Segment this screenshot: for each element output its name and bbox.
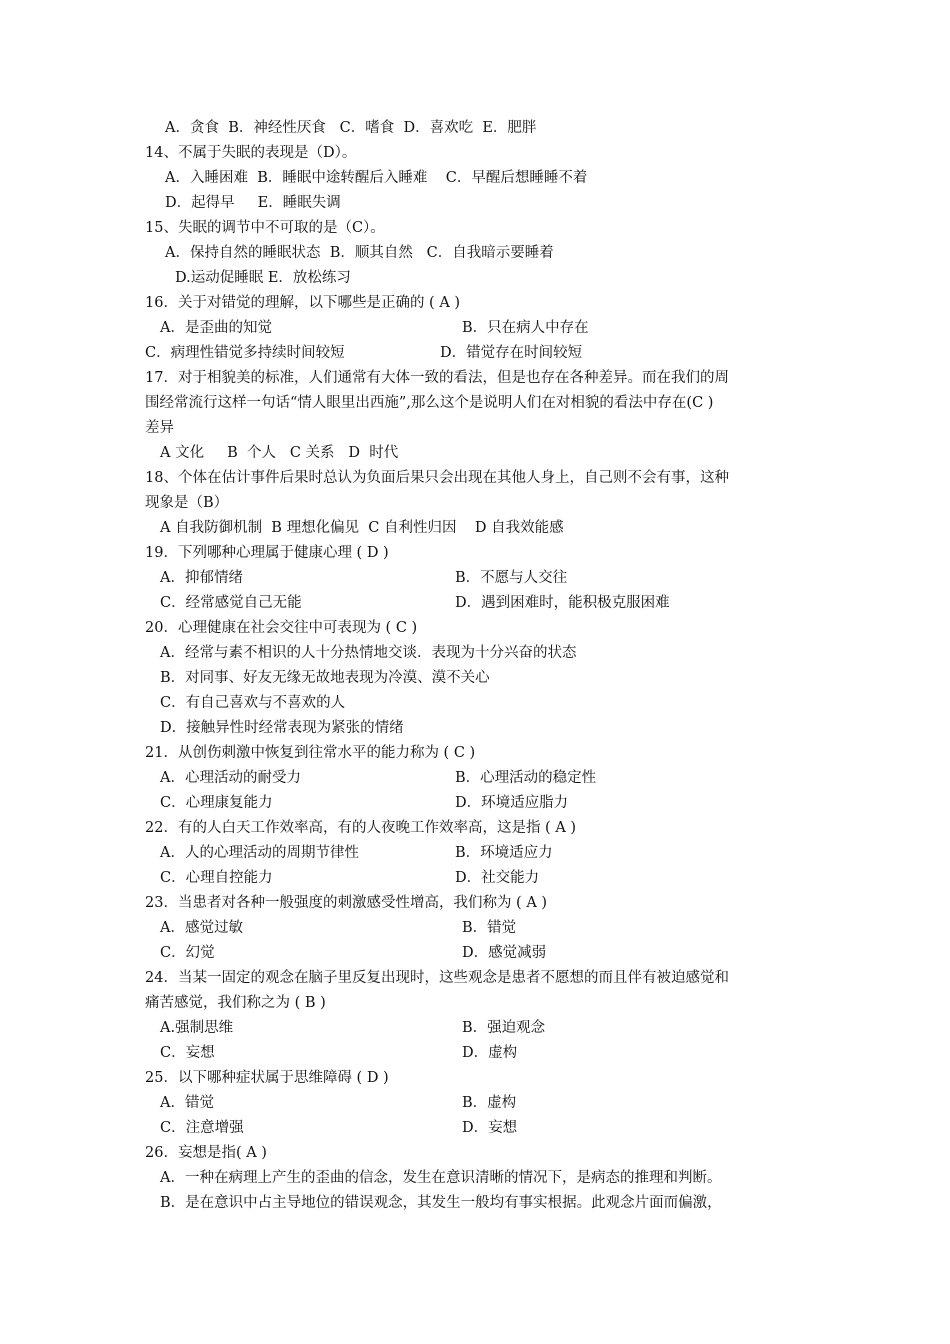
q18-stem-line1: 18、个体在估计事件后果时总认为负面后果只会出现在其他人身上，自己则不会有事，这种 xyxy=(145,470,729,486)
q20-stem: 20．心理健康在社会交往中可表现为 ( C ) xyxy=(145,620,418,636)
q23-option-b: B．错觉 xyxy=(462,920,517,936)
q22-option-c: C．心理自控能力 xyxy=(160,870,273,886)
q25-option-a: A．错觉 xyxy=(160,1095,214,1111)
q17-options: A 文化 B 个人 C 关系 D 时代 xyxy=(160,445,399,461)
q22-stem: 22．有的人白天工作效率高，有的人夜晚工作效率高，这是指 ( A ) xyxy=(145,820,577,836)
q18-options: A 自我防御机制 B 理想化偏见 C 自利性归因 D 自我效能感 xyxy=(160,520,564,536)
q14-options-line1: A．入睡困难 B．睡眠中途转醒后入睡难 C．早醒后想睡睡不着 xyxy=(165,170,588,186)
q22-option-d: D．社交能力 xyxy=(455,870,540,886)
q21-stem: 21．从创伤刺激中恢复到往常水平的能力称为 ( C ) xyxy=(145,745,476,761)
q15-options-line2: D.运动促睡眠 E．放松练习 xyxy=(175,270,351,286)
q18-stem-line2: 现象是（B） xyxy=(145,495,229,511)
q22-option-b: B．环境适应力 xyxy=(455,845,553,861)
q23-option-d: D．感觉减弱 xyxy=(462,945,547,961)
q26-option-b: B．是在意识中占主导地位的错误观念，其发生一般均有事实根据。此观念片面而偏激， xyxy=(160,1195,722,1211)
q17-stem-line1: 17．对于相貌美的标准，人们通常有大体一致的看法，但是也存在各种差异。而在我们的周 xyxy=(145,370,729,386)
q17-stem-line2: 围经常流行这样一句话“情人眼里出西施”,那么这个是说明人们在对相貌的看法中存在(C ) xyxy=(145,395,714,411)
q14-options-line2: D．起得早 E．睡眠失调 xyxy=(165,195,341,211)
q22-option-a: A．人的心理活动的周期节律性 xyxy=(160,845,359,861)
q24-option-c: C．妄想 xyxy=(160,1045,215,1061)
q21-option-d: D．环境适应脂力 xyxy=(455,795,569,811)
q19-option-c: C．经常感觉自己无能 xyxy=(160,595,302,611)
q16-option-d: D．错觉存在时间较短 xyxy=(440,345,583,361)
q16-option-b: B．只在病人中存在 xyxy=(462,320,589,336)
q15-options-line1: A．保持自然的睡眠状态 B．顺其自然 C．自我暗示要睡着 xyxy=(165,245,554,261)
q19-option-b: B．不愿与人交往 xyxy=(455,570,568,586)
q24-option-a: A.强制思维 xyxy=(160,1020,234,1036)
q25-stem: 25．以下哪种症状属于思维障碍 ( D ) xyxy=(145,1070,389,1086)
q26-stem: 26．妄想是指( A ) xyxy=(145,1145,267,1161)
q16-option-c: C．病理性错觉多持续时间较短 xyxy=(145,345,345,361)
q24-stem-line1: 24．当某一固定的观念在脑子里反复出现时，这些观念是患者不愿想的而且伴有被迫感觉和 xyxy=(145,970,729,986)
q20-option-d: D．接触异性时经常表现为紧张的情绪 xyxy=(160,720,404,736)
q20-option-b: B．对同事、好友无缘无故地表现为冷漠、漠不关心 xyxy=(160,670,490,686)
q20-option-c: C．有自己喜欢与不喜欢的人 xyxy=(160,695,346,711)
q21-option-c: C．心理康复能力 xyxy=(160,795,273,811)
q24-stem-line2: 痛苦感觉，我们称之为 ( B ) xyxy=(145,995,326,1011)
q26-option-a: A．一种在病理上产生的歪曲的信念，发生在意识清晰的情况下，是病态的推理和判断。 xyxy=(160,1170,722,1186)
q19-option-d: D．遇到困难时，能积极克服困难 xyxy=(455,595,670,611)
q19-option-a: A．抑郁情绪 xyxy=(160,570,243,586)
q25-option-b: B．虚构 xyxy=(462,1095,517,1111)
q14-stem: 14、不属于失眠的表现是（D）。 xyxy=(145,145,357,161)
q16-stem: 16．关于对错觉的理解，以下哪些是正确的 ( A ) xyxy=(145,295,461,311)
q16-option-a: A．是歪曲的知觉 xyxy=(160,320,272,336)
q23-option-c: C．幻觉 xyxy=(160,945,215,961)
q23-option-a: A．感觉过敏 xyxy=(160,920,243,936)
q19-stem: 19．下列哪种心理属于健康心理 ( D ) xyxy=(145,545,389,561)
q13-options: A．贪食 B．神经性厌食 C．嗜食 D．喜欢吃 E．肥胖 xyxy=(165,120,537,136)
q24-option-b: B．强迫观念 xyxy=(462,1020,546,1036)
q25-option-c: C．注意增强 xyxy=(160,1120,244,1136)
q15-stem: 15、失眠的调节中不可取的是（C）。 xyxy=(145,220,385,236)
q21-option-b: B．心理活动的稳定性 xyxy=(455,770,597,786)
q20-option-a: A．经常与素不相识的人十分热情地交谈．表现为十分兴奋的状态 xyxy=(160,645,577,661)
q17-stem-line3: 差异 xyxy=(145,420,174,436)
q23-stem: 23．当患者对各种一般强度的刺激感受性增高，我们称为 ( A ) xyxy=(145,895,548,911)
q21-option-a: A．心理活动的耐受力 xyxy=(160,770,301,786)
q25-option-d: D．妄想 xyxy=(462,1120,518,1136)
q24-option-d: D．虚构 xyxy=(462,1045,518,1061)
